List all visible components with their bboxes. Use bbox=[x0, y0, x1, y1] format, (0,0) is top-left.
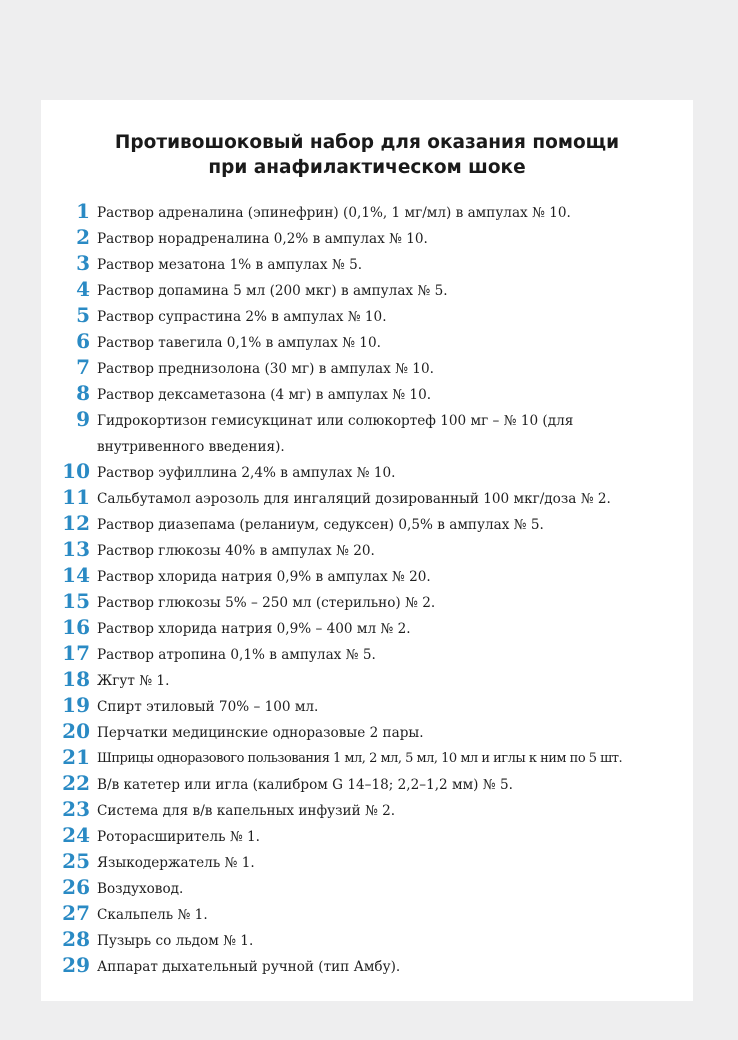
list-item bbox=[41, 356, 693, 382]
item-text: Система для в/в капельных инфузий № 2. bbox=[97, 803, 396, 819]
list-item bbox=[41, 590, 693, 616]
list-item bbox=[41, 278, 693, 304]
item-number: 15 bbox=[62, 589, 90, 613]
item-text: Раствор супрастина 2% в ампулах № 10. bbox=[97, 309, 387, 325]
item-number: 10 bbox=[62, 459, 90, 483]
item-text: Раствор глюкозы 5% – 250 мл (стерильно) № 2. bbox=[97, 595, 436, 611]
item-text: Раствор адреналина (эпинефрин) (0,1%, 1 мг/мл) в ампулах № 10. bbox=[97, 205, 571, 221]
list-item bbox=[41, 876, 693, 902]
item-text: Раствор тавегила 0,1% в ампулах № 10. bbox=[97, 335, 381, 351]
title-line-1: Противошоковый набор для оказания помощи bbox=[114, 132, 620, 153]
item-text: Раствор мезатона 1% в ампулах № 5. bbox=[97, 257, 363, 273]
item-text: Жгут № 1. bbox=[97, 673, 170, 689]
item-text: Роторасширитель № 1. bbox=[97, 829, 260, 845]
list-item bbox=[41, 642, 693, 668]
item-text: Раствор диазепама (реланиум, седуксен) 0,5% в ампулах № 5. bbox=[97, 517, 544, 533]
list-item bbox=[41, 382, 693, 408]
list-item bbox=[41, 616, 693, 642]
item-number: 21 bbox=[62, 745, 90, 769]
item-text: Раствор дексаметазона (4 мг) в ампулах № 10. bbox=[97, 387, 432, 403]
item-number: 23 bbox=[62, 797, 90, 821]
list-item bbox=[41, 746, 693, 772]
item-text: Перчатки медицинские одноразовые 2 пары. bbox=[97, 725, 424, 741]
item-text: Раствор допамина 5 мл (200 мкг) в ампулах № 5. bbox=[97, 283, 448, 299]
item-text: Аппарат дыхательный ручной (тип Амбу). bbox=[97, 959, 401, 975]
list-item bbox=[41, 226, 693, 252]
item-number: 26 bbox=[62, 875, 90, 899]
item-text: Раствор глюкозы 40% в ампулах № 20. bbox=[97, 543, 375, 559]
list-item bbox=[41, 460, 693, 486]
list-item bbox=[41, 304, 693, 330]
item-number: 18 bbox=[62, 667, 90, 691]
item-text: Раствор атропина 0,1% в ампулах № 5. bbox=[97, 647, 376, 663]
item-text: Скальпель № 1. bbox=[97, 907, 208, 923]
list-item bbox=[41, 824, 693, 850]
item-number: 13 bbox=[62, 537, 90, 561]
item-number: 19 bbox=[62, 693, 90, 717]
item-number: 16 bbox=[62, 615, 90, 639]
item-text: Гидрокортизон гемисукцинат или солюкортеф 100 мг – № 10 (для внутривенного введения). bbox=[97, 413, 574, 455]
item-number: 28 bbox=[62, 927, 90, 951]
document-card bbox=[41, 100, 693, 1001]
item-text: Спирт этиловый 70% – 100 мл. bbox=[97, 699, 319, 715]
list-item bbox=[41, 902, 693, 928]
list-item bbox=[41, 538, 693, 564]
item-text: Воздуховод. bbox=[97, 881, 184, 897]
item-number: 4 bbox=[76, 277, 90, 301]
item-text: Пузырь со льдом № 1. bbox=[97, 933, 254, 949]
list-item bbox=[41, 408, 693, 460]
item-text: Раствор хлорида натрия 0,9% в ампулах № 20. bbox=[97, 569, 431, 585]
item-number: 5 bbox=[76, 303, 90, 327]
item-number: 6 bbox=[76, 329, 90, 353]
list-item bbox=[41, 252, 693, 278]
item-number: 7 bbox=[76, 355, 90, 379]
item-text: Сальбутамол аэрозоль для ингаляций дозированный 100 мкг/доза № 2. bbox=[97, 491, 611, 507]
list-item bbox=[41, 928, 693, 954]
item-number: 20 bbox=[62, 719, 90, 743]
list-item bbox=[41, 486, 693, 512]
item-number: 3 bbox=[76, 251, 90, 275]
item-number: 24 bbox=[62, 823, 90, 847]
kit-items-list bbox=[41, 200, 693, 980]
item-text: Раствор преднизолона (30 мг) в ампулах № 10. bbox=[97, 361, 434, 377]
item-number: 8 bbox=[76, 381, 90, 405]
title-line-2: при анафилактическом шоке bbox=[208, 157, 526, 178]
item-text: Раствор норадреналина 0,2% в ампулах № 10. bbox=[97, 231, 428, 247]
list-item bbox=[41, 798, 693, 824]
list-item bbox=[41, 512, 693, 538]
list-item bbox=[41, 720, 693, 746]
list-item bbox=[41, 772, 693, 798]
item-number: 12 bbox=[62, 511, 90, 535]
item-number: 27 bbox=[62, 901, 90, 925]
list-item bbox=[41, 564, 693, 590]
list-item bbox=[41, 200, 693, 226]
item-number: 14 bbox=[62, 563, 90, 587]
item-text: Шприцы одноразового пользования 1 мл, 2 мл, 5 мл, 10 мл и иглы к ним по 5 шт. bbox=[97, 751, 623, 766]
item-number: 9 bbox=[76, 407, 90, 431]
item-number: 2 bbox=[76, 225, 90, 249]
document-title bbox=[41, 130, 693, 180]
list-item bbox=[41, 954, 693, 980]
item-number: 17 bbox=[62, 641, 90, 665]
item-number: 1 bbox=[76, 199, 90, 223]
item-text: Раствор эуфиллина 2,4% в ампулах № 10. bbox=[97, 465, 396, 481]
item-text: Раствор хлорида натрия 0,9% – 400 мл № 2. bbox=[97, 621, 411, 637]
list-item bbox=[41, 850, 693, 876]
list-item bbox=[41, 694, 693, 720]
item-text: Языкодержатель № 1. bbox=[97, 855, 255, 871]
item-number: 11 bbox=[62, 485, 90, 509]
item-number: 29 bbox=[62, 953, 90, 977]
item-number: 25 bbox=[62, 849, 90, 873]
list-item bbox=[41, 330, 693, 356]
list-item bbox=[41, 668, 693, 694]
item-text: В/в катетер или игла (калибром G 14–18; 2,2–1,2 мм) № 5. bbox=[97, 777, 513, 793]
item-number: 22 bbox=[62, 771, 90, 795]
